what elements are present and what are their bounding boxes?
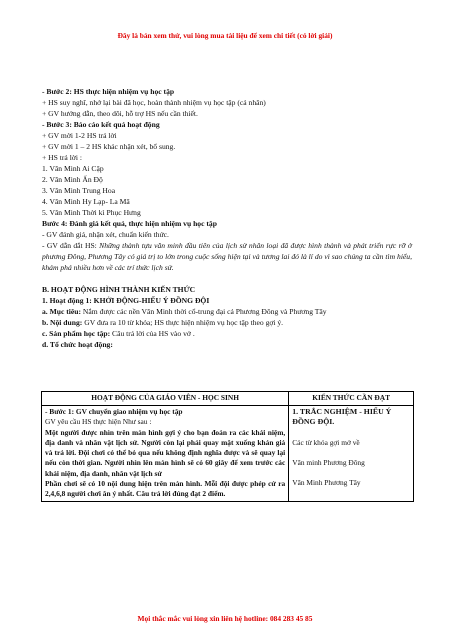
goal-label: a. Mục tiêu: [42, 307, 83, 316]
answer-4: 4. Văn Minh Hy Lạp- La Mã [42, 197, 130, 206]
step2-item-1: + HS suy nghĩ, nhớ lại bài đã học, hoàn thành nhiệm vụ học tập (cá nhân) [42, 98, 266, 107]
step4-item-2-italic: Những thành tựu văn minh đầu tiên của lịch sử nhân loại đã được hình thành và phát triển rực rỡ ở phương Đông, Phương Tây có giá trị to lớn trong cuộc sống hiện tại và tương lai đó là lí do vì sao chúng ta cần tìm hiểu, khám phá nhiều hơn về các trí thức lịch sử. [42, 241, 412, 272]
knowledge-item-1: Các từ khóa gợi mở về [292, 437, 360, 447]
document-body [42, 86, 412, 350]
hotline-notice: Mọi thắc mắc vui lòng xin liên hệ hotline: 084 283 45 85 [137, 614, 313, 623]
step3-item-1: + GV mời 1-2 HS trả lời [42, 131, 117, 140]
step2-title: - Bước 2: HS thực hiện nhiệm vụ học tập [42, 87, 175, 96]
table-instructions: Một người được nhìn trên màn hình gợi ý cho bạn đoán ra các khái niệm, địa danh và nhân vật lịch sử. Người còn lại phải quay mặt xuống khán giả và trả lời. Đội chơi có thể bỏ qua nếu không định nghĩa được và sẽ quay lại nếu còn thời gian. Người nhìn lên màn hình sẽ có 60 giây để xem trước các khái niệm, địa danh, nhân vật lịch sử [45, 427, 286, 478]
table-intro: GV yêu cầu HS thực hiện Như sau : [45, 417, 152, 427]
knowledge-item-3: Văn Minh Phương Tây [292, 478, 361, 488]
content-text: GV đưa ra 10 từ khóa; HS thực hiện nhiệm vụ học tập theo gợi ý. [84, 318, 284, 327]
table-rules: Phần chơi sẽ có 10 nội dung hiện trên màn hình. Mỗi đội được phép cử ra 2,4,6,8 người chơi ăn ý nhất. Câu trả lời đúng đạt 2 điểm. [45, 479, 286, 499]
product-label: c. Sản phẩm học tập: [42, 329, 113, 338]
table-header-left: HOẠT ĐỘNG CỦA GIÁO VIÊN - HỌC SINH [42, 392, 289, 406]
content-line [42, 317, 412, 328]
step4-item-2-prefix: - GV dẫn dắt HS: [42, 241, 100, 250]
step4-item-1: - GV đánh giá, nhận xét, chuẩn kiến thức. [42, 230, 169, 239]
knowledge-item-2: Văn minh Phương Đông [292, 457, 365, 467]
activity-1-heading: 1. Hoạt động 1: KHỞI ĐỘNG-HIỂU Ý ĐỒNG ĐỘI [42, 296, 210, 305]
table-header-right: KIẾN THỨC CẦN ĐẠT [289, 392, 414, 406]
knowledge-title: 1. TRẮC NGHIỆM - HIỂU Ý ĐỒNG ĐỘI. [292, 407, 392, 427]
step4-item-2 [42, 240, 412, 273]
answer-3: 3. Văn Minh Trung Hoa [42, 186, 116, 195]
goal-line [42, 306, 412, 317]
step3-item-3: + HS trả lời : [42, 153, 82, 162]
table-step1: - Bước 1: GV chuyển giao nhiệm vụ học tập [45, 407, 183, 416]
step3-item-2: + GV mời 1 – 2 HS khác nhận xét, bổ sung. [42, 142, 176, 151]
content-label: b. Nội dung: [42, 318, 85, 327]
product-line [42, 328, 412, 339]
preview-notice: Đây là bản xem thử, vui lòng mua tài liệu để xem chi tiết (có lời giải) [117, 31, 333, 40]
goal-text: Nắm được các nền Văn Minh thời cổ-trung đại cả Phương Đông và Phương Tây [82, 307, 327, 316]
section-b-heading: B. HOẠT ĐỘNG HÌNH THÀNH KIẾN THỨC [42, 285, 196, 294]
answer-5: 5. Văn Minh Thời kì Phục Hưng [42, 208, 141, 217]
product-text: Câu trả lời của HS vào vở . [112, 329, 195, 338]
teacher-student-cell [42, 406, 289, 502]
organization-heading: d. Tổ chức hoạt động: [42, 340, 113, 349]
knowledge-cell [289, 406, 414, 502]
activity-table [41, 391, 414, 502]
answer-2: 2. Văn Minh Ấn Độ [42, 175, 103, 184]
step3-title: - Bước 3: Báo cáo kết quả hoạt động [42, 120, 160, 129]
step2-item-2: + GV hướng dẫn, theo dõi, hỗ trợ HS nếu cần thiết. [42, 109, 198, 118]
step4-title: Bước 4: Đánh giá kết quả, thực hiện nhiệm vụ học tập [42, 219, 217, 228]
answer-1: 1. Văn Minh Ai Cập [42, 164, 104, 173]
